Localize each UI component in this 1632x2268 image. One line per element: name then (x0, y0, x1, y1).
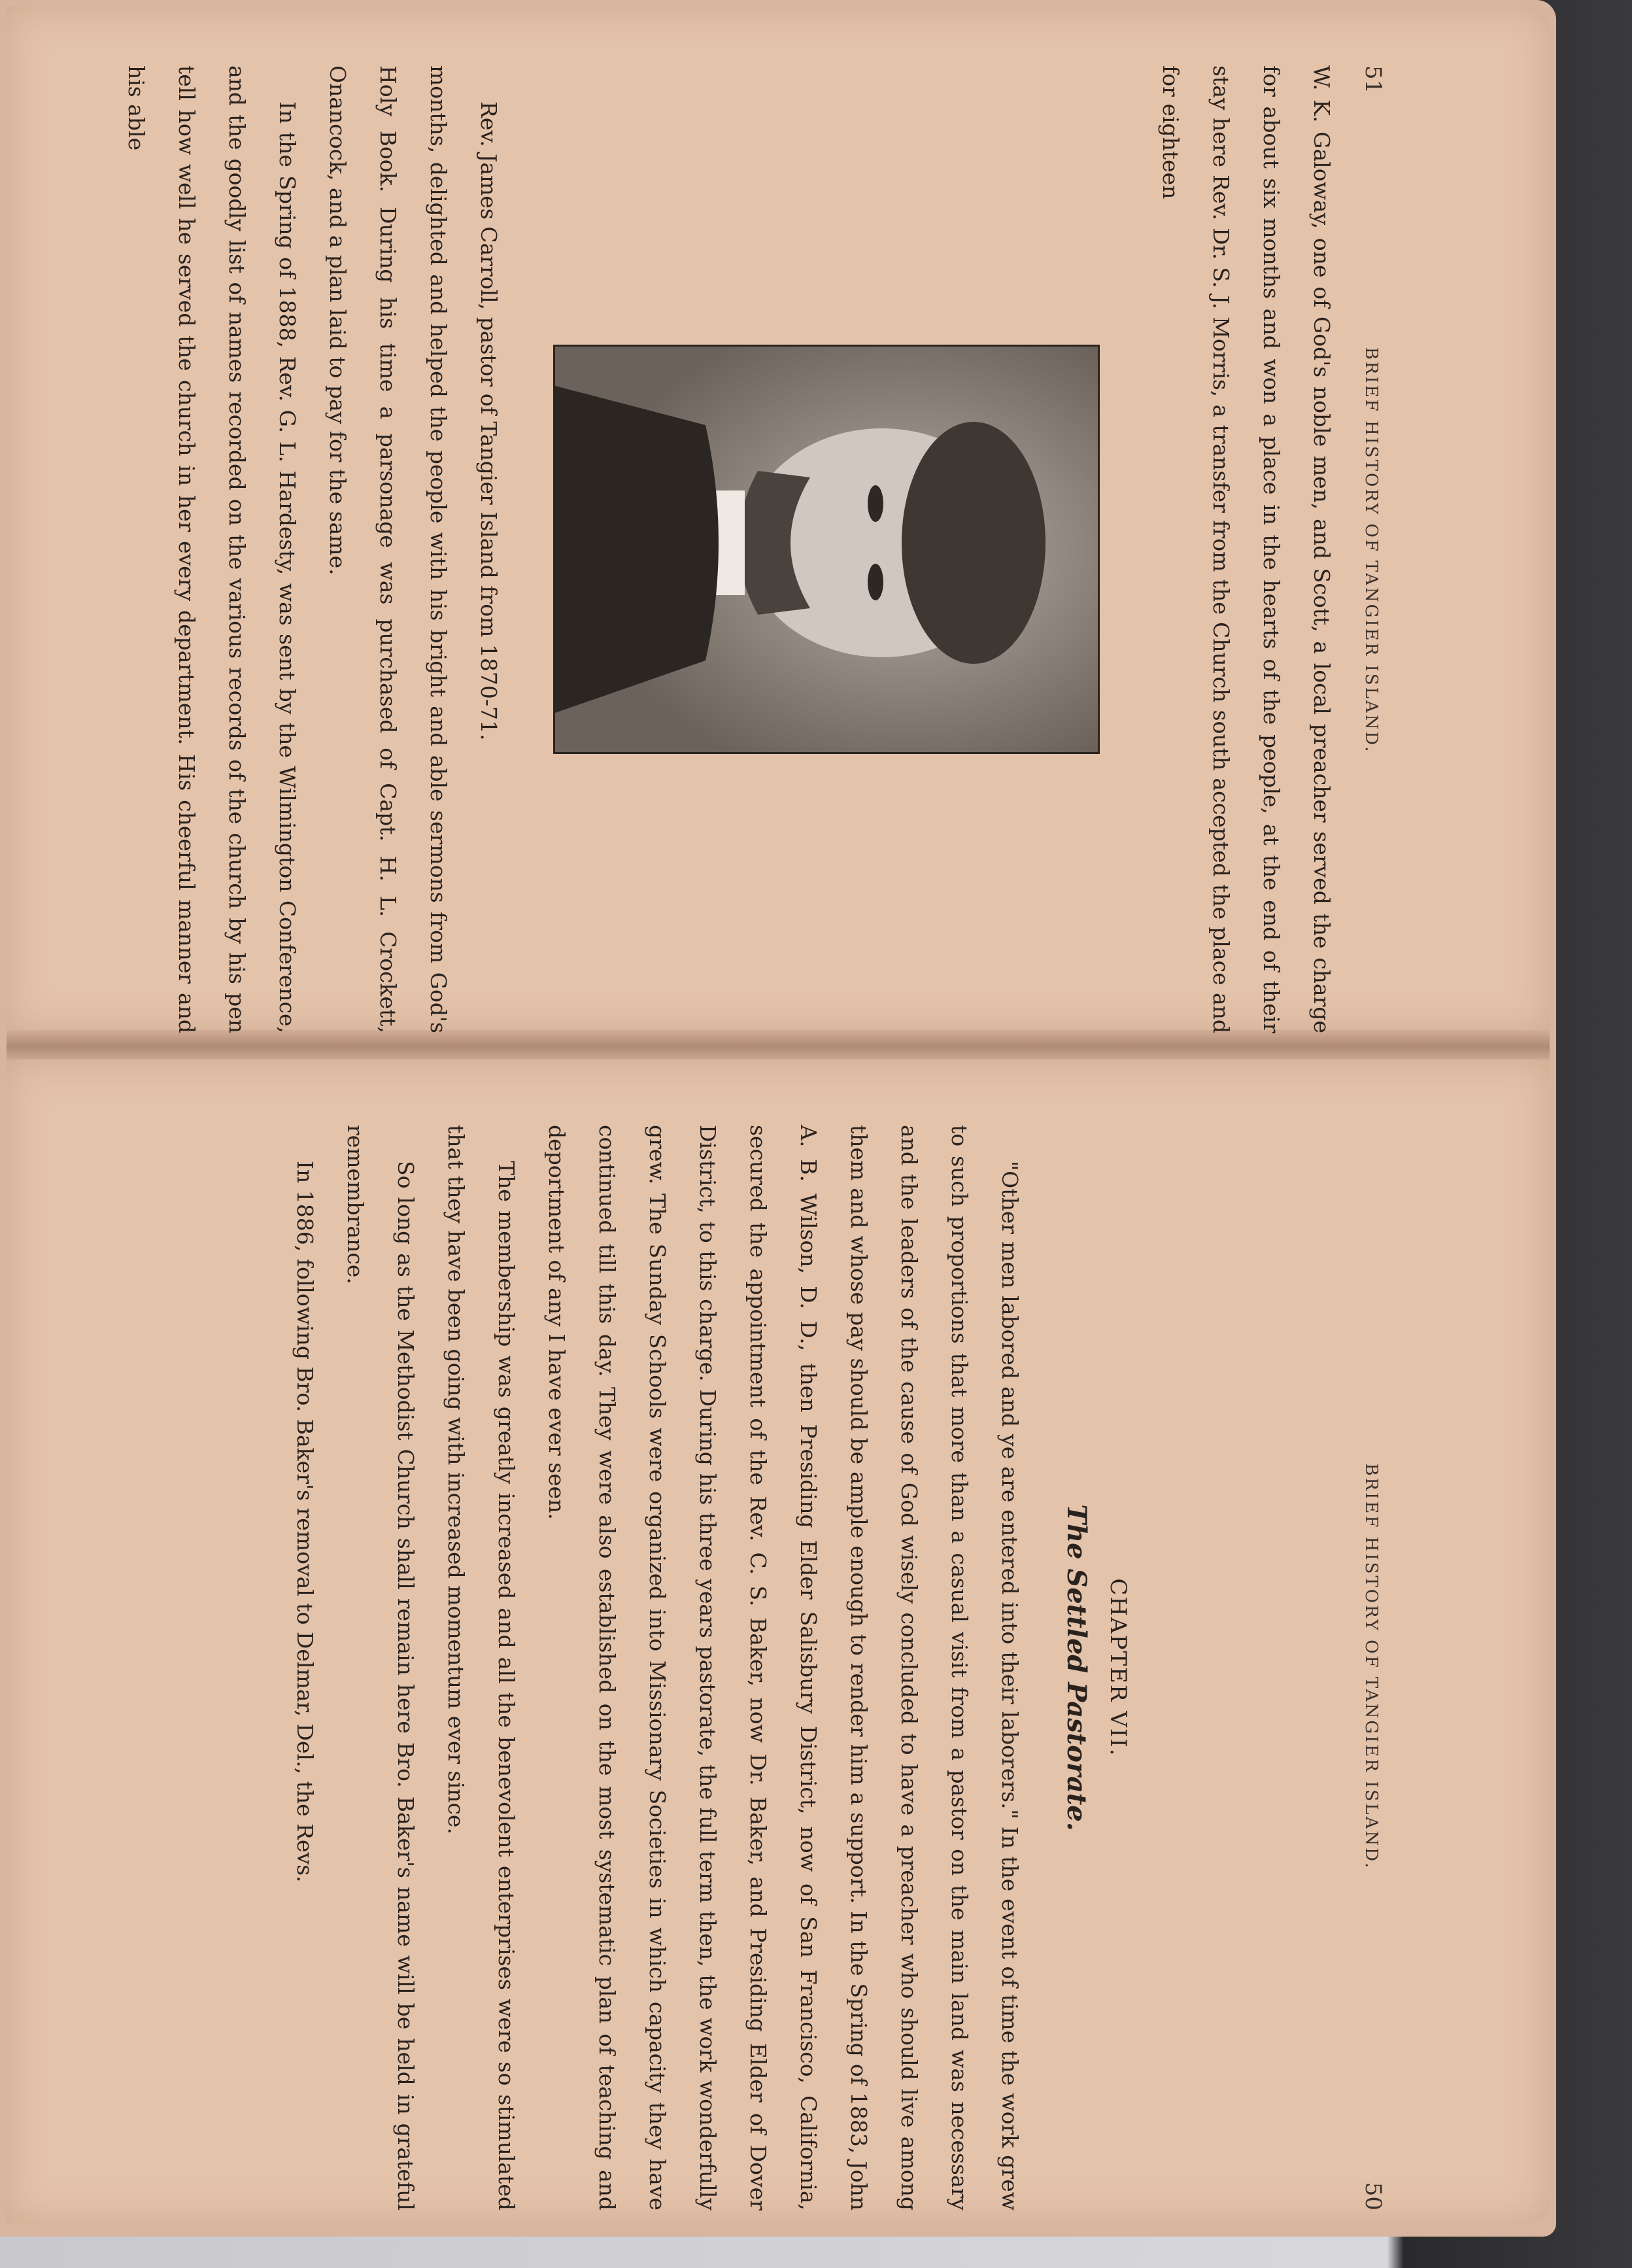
running-header (1347, 1125, 1386, 2210)
page-51-body (111, 65, 1347, 1033)
page-number: 51 (1360, 65, 1386, 94)
paragraph: In the Spring of 1888, Rev. G. L. Hardesty, was sent by the Wilmington Conference, and the goodly list of names recorded on the various records of the church by his pen tell how well he served the church in her every department. His cheerful manner and his able (124, 65, 300, 1033)
paragraph: So long as the Methodist Church shall remain here Bro. Baker's name will be held in grateful remembrance. (343, 1125, 418, 2210)
chapter-heading: CHAPTER VII. (1105, 1578, 1131, 1757)
paragraph: "Other men labored and ye are entered into their laborers." In the event of time the work grew to such proportions that more than a casual visit from a pastor on the main land was necessary and the leaders of the cause of God wisely concluded to have a preacher who should live among them and whose pay should be ample enough to render him a support. In the Spring of 1883, John A. B. Wilson, D. D., then Presiding Elder Salisbury District, now of San Francisco, California, secured the appointment of the Rev. C. S. Baker, now Dr. Baker, and Presiding Elder of Dover District, to this charge. During his three years pastorate, the full term then, the work wonderfully grew. The Sunday Schools were organized into Missionary Societies in which capacity they have continued till this day. They were also established on the most systematic plan of teaching and deportment of any I have ever seen. (544, 1125, 1023, 2210)
chapter-title: The Settled Pastorate. (1061, 1504, 1092, 1831)
photo-caption: Rev. James Carroll, pastor of Tangier Island from 1870-71. (476, 101, 502, 741)
running-head-title: BRIEF HISTORY OF TANGIER ISLAND. (1361, 347, 1381, 754)
running-head-title: BRIEF HISTORY OF TANGIER ISLAND. (1361, 1463, 1381, 1870)
running-header (1347, 65, 1386, 1033)
paragraph: In 1886, following Bro. Baker's removal to Delmar, Del., the Revs. (292, 1161, 318, 1883)
paragraph: The membership was greatly increased and all the benevolent enterprises were so stimulated that they have been going with increased momentum ever since. (443, 1125, 519, 2210)
page-50 (196, 1125, 1386, 2210)
page-number: 50 (1360, 2182, 1386, 2210)
portrait-photo (553, 345, 1100, 754)
book-gutter (7, 1030, 1550, 1063)
page-51 (124, 65, 1386, 1033)
paragraph: months, delighted and helped the people with his bright and able sermons from God's Holy Book. During his time a parsonage was purchased of Capt. H. L. Crockett, Onancock, and a plan laid to pay for the same. (325, 65, 451, 1033)
page-50-body (280, 1125, 1035, 2210)
portrait-image (555, 347, 1098, 752)
paragraph: W. K. Galoway, one of God's noble men, and Scott, a local preacher served the charge for about six months and won a place in the hearts of the people, at the end of their stay here Rev. Dr. S. J. Morris, a transfer from the Church south accepted the place and for eighteen (1158, 65, 1334, 1033)
